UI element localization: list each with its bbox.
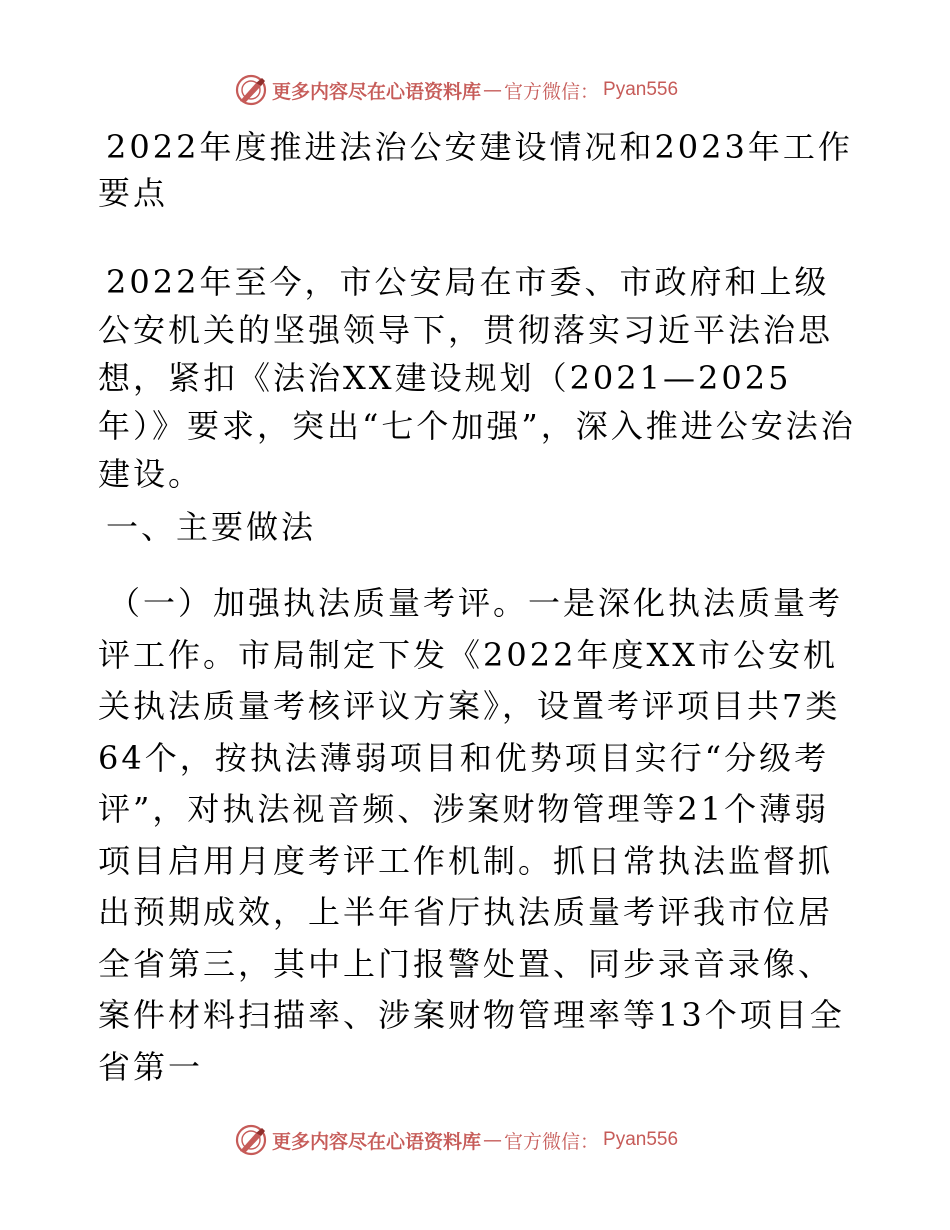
watermark-wechat-label: 官方微信：	[504, 80, 600, 103]
subsection-paragraph: （一）加强执法质量考评。一是深化执法质量考评工作。市局制定下发《2022年度XX市公安机关执法质量考核评议方案》，设置考评项目共7类64个，按执法薄弱项目和优势项目实行“分级考评”，对执法视音频、涉案财物管理等21个薄弱项目启用月度考评工作机制。抓日常执法监督抓出预期成效，上半年省厅执法质量考评我市位居全省第三，其中上门报警处置、同步录音录像、案件材料扫描率、涉案财物管理率等13个项目全省第一	[98, 584, 845, 1086]
watermark-separator: —	[483, 1129, 503, 1151]
watermark-wechat-id: Pyan556	[603, 79, 679, 100]
watermark-wechat-id: Pyan556	[603, 1129, 679, 1150]
watermark-separator: —	[483, 79, 503, 101]
watermark-banner-top	[234, 72, 678, 108]
watermark-wechat-label: 官方微信：	[504, 1130, 600, 1153]
watermark-site-name: 更多内容尽在心语资料库	[272, 80, 482, 103]
watermark-site-name: 更多内容尽在心语资料库	[272, 1130, 482, 1153]
watermark-banner-bottom	[234, 1122, 678, 1158]
intro-paragraph: 2022年至今，市公安局在市委、市政府和上级公安机关的坚强领导下，贯彻落实习近平法治思想，紧扣《法治XX建设规划（2021—2025年）》要求，突出“七个加强”，深入推进公安法治建设。	[98, 263, 856, 493]
pen-logo-icon	[234, 73, 268, 107]
pen-logo-icon	[234, 1123, 268, 1157]
section-heading: 一、主要做法	[106, 508, 317, 546]
document-title: 2022年度推进法治公安建设情况和2023年工作要点	[98, 128, 853, 212]
